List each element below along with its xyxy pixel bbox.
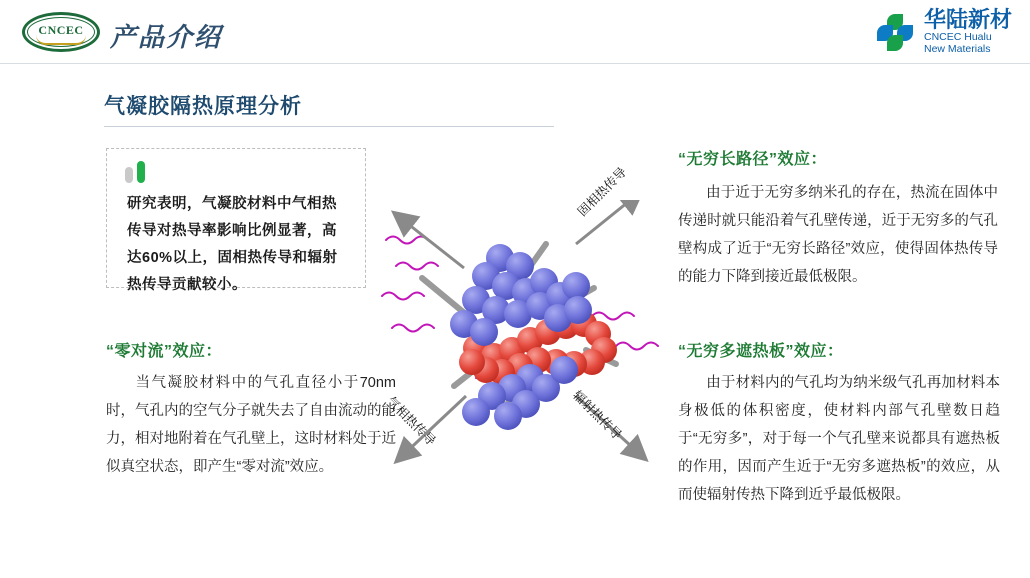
effect-infinite-path-text: 由于近于无穷多纳米孔的存在，热流在固体中传递时就只能沿着气孔壁传递，近于无穷多的气孔壁构成了近于“无穷长路径”效应，使得固体热传导的能力下降到接近最低极限。	[678, 185, 998, 285]
effect-infinite-path	[678, 146, 998, 291]
effect-zero-convection	[106, 338, 396, 481]
slide-header	[0, 0, 1030, 63]
aerogel-diagram-svg	[380, 200, 680, 500]
aerogel-structure-diagram	[380, 200, 680, 500]
cncec-logo	[22, 12, 100, 52]
note-bar-green	[137, 161, 145, 183]
note-text: 研究表明，气凝胶材料中气相热传导对热导率影响比例显著，高达60%以上，固相热传导和辐射热传导贡献较小。	[127, 196, 338, 293]
effect-zero-convection-title: “零对流”效应：	[106, 343, 223, 360]
highlight-note-box	[106, 148, 366, 293]
cncec-logo-swash	[36, 35, 86, 45]
effect-infinite-shields-body	[678, 369, 1000, 509]
effect-infinite-shields-text: 由于材料内的气孔均为纳米级气孔再加材料本身极低的体积密度，使材料内部气孔壁数日趋于“无穷多”，对于每一个气孔壁来说都具有遮热板的作用，因而产生近于“无穷多遮热板”的效应，从而使辐射传热下降到近乎最低极限。	[678, 375, 1000, 503]
effect-zero-convection-body	[106, 369, 396, 481]
label-gas-conduction: 气相热传导	[383, 394, 439, 449]
effect-infinite-path-title: “无穷长路径”效应：	[678, 151, 828, 168]
cncec-logo-text: CNCEC	[38, 23, 84, 37]
label-solid-conduction: 固相热传导	[575, 164, 630, 220]
hualu-logo	[876, 7, 1012, 55]
hualu-cn-name: 华陆新材	[923, 7, 1012, 32]
hualu-en-line2: New Materials	[923, 43, 991, 55]
effect-zero-convection-text: 当气凝胶材料中的气孔直径小于70nm时，气孔内的空气分子就失去了自由流动的能力，相对地附着在气孔壁上，这时材料处于近似真空状态，即产生“零对流”效应。	[106, 375, 396, 475]
hualu-en-line1: CNCEC Hualu	[923, 31, 992, 43]
effect-infinite-path-body	[678, 179, 998, 291]
effect-infinite-shields-title: “无穷多遮热板”效应：	[678, 343, 844, 360]
header-divider	[0, 63, 1030, 64]
leaf-icon-bottom	[887, 35, 903, 51]
hualu-logo-mark-icon	[876, 12, 916, 52]
hualu-logo-text	[924, 9, 1012, 55]
note-bars-icon	[125, 161, 145, 183]
page-title: 产品介绍	[110, 23, 223, 52]
label-radiation-conduction: 辐射热传导	[569, 388, 625, 443]
note-bar-gray	[125, 167, 133, 183]
section-underline	[104, 126, 554, 127]
effect-infinite-shields	[678, 338, 1000, 509]
section-title: 气凝胶隔热原理分析	[104, 95, 302, 118]
